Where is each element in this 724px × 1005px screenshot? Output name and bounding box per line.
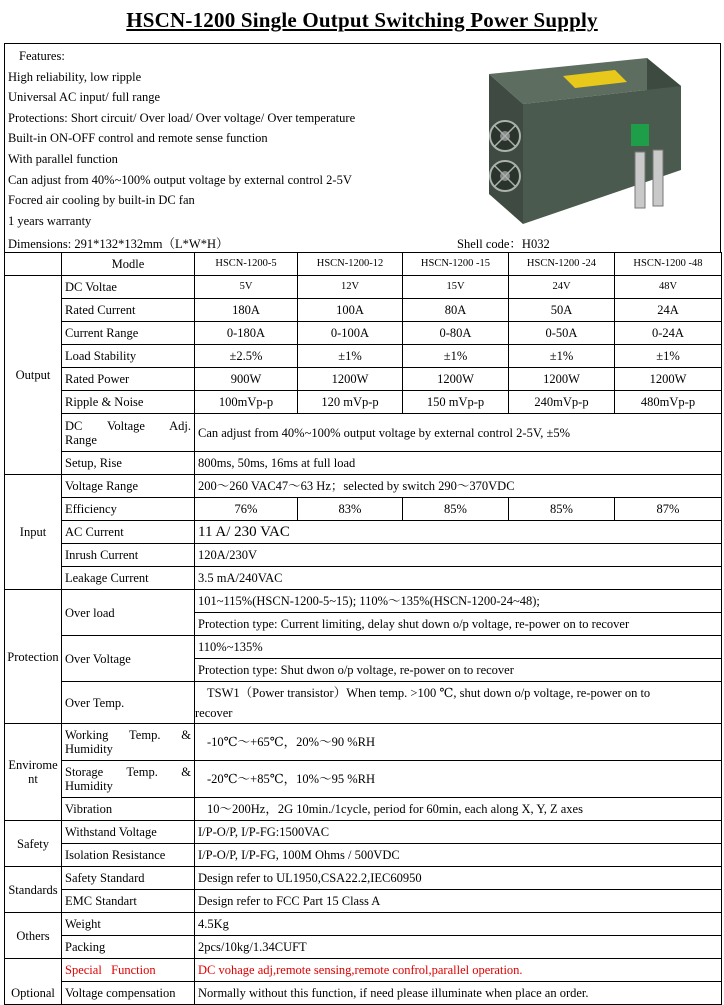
row-label — [62, 761, 195, 798]
row-label: Packing — [62, 936, 195, 959]
cell-value: 11 A/ 230 VAC — [195, 521, 722, 544]
row-label: Rated Current — [62, 299, 195, 322]
group-optional: Optional — [5, 982, 62, 1005]
cell-value: 0-100A — [298, 322, 403, 345]
row-label: Isolation Resistance — [62, 844, 195, 867]
cell-value: 240mVp-p — [509, 391, 615, 414]
table-row — [5, 724, 722, 761]
row-label: Withstand Voltage — [62, 821, 195, 844]
table-row — [5, 821, 722, 844]
table-row — [5, 913, 722, 936]
cell-value: 480mVp-p — [615, 391, 722, 414]
table-row — [5, 253, 722, 276]
table-row — [5, 982, 722, 1005]
model-name: HSCN-1200 -15 — [403, 253, 509, 276]
group-environment — [5, 724, 62, 821]
cell-value: 100A — [298, 299, 403, 322]
table-row — [5, 844, 722, 867]
cell-value: 100mVp-p — [195, 391, 298, 414]
table-row — [5, 590, 722, 613]
cell-value: 83% — [298, 498, 403, 521]
special-function-value: DC vohage adj,remote sensing,remote confrol,parallel operation. — [195, 959, 722, 982]
model-name: HSCN-1200-12 — [298, 253, 403, 276]
cell-value: 12V — [298, 276, 403, 299]
table-row — [5, 276, 722, 299]
feature-item: Focred air cooling by built-in DC fan — [8, 193, 195, 207]
cell-line: recover — [195, 705, 233, 720]
group-label-line: Envirome — [8, 758, 58, 772]
row-label: AC Current — [62, 521, 195, 544]
terminal-block — [631, 124, 649, 146]
special-function-label: Special Function — [62, 959, 195, 982]
table-row — [5, 544, 722, 567]
cell-value: 15V — [403, 276, 509, 299]
row-label: Over load — [62, 590, 195, 636]
model-name: HSCN-1200 -48 — [615, 253, 722, 276]
cell-value: 76% — [195, 498, 298, 521]
row-label — [62, 414, 195, 452]
row-label: Ripple & Noise — [62, 391, 195, 414]
cell-value: ±2.5% — [195, 345, 298, 368]
row-label: Voltage Range — [62, 475, 195, 498]
row-label: Current Range — [62, 322, 195, 345]
cell-value: 50A — [509, 299, 615, 322]
cell-value: 120 mVp-p — [298, 391, 403, 414]
row-label-line: Range — [65, 432, 97, 447]
table-row — [5, 936, 722, 959]
group-optional-top — [5, 959, 62, 982]
spec-table — [4, 252, 722, 1005]
row-label: Voltage compensation — [62, 982, 195, 1005]
row-label: DC Voltae — [62, 276, 195, 299]
row-label: Leakage Current — [62, 567, 195, 590]
row-label-line: DC Voltage Adj. — [65, 418, 191, 433]
output-terminal — [635, 152, 645, 208]
cell-value: 2pcs/10kg/1.34CUFT — [195, 936, 722, 959]
cell-value: I/P-O/P, I/P-FG, 100M Ohms / 500VDC — [195, 844, 722, 867]
cell-value: ±1% — [298, 345, 403, 368]
feature-item: With parallel function — [8, 152, 118, 166]
features-heading: Features: — [19, 49, 65, 63]
cell-value: 1200W — [509, 368, 615, 391]
table-row — [5, 498, 722, 521]
cell-value: 24V — [509, 276, 615, 299]
table-row — [5, 452, 722, 475]
table-row — [5, 414, 722, 452]
table-row — [5, 636, 722, 659]
table-row — [5, 299, 722, 322]
cell-value: 101~115%(HSCN-1200-5~15); 110%～135%(HSCN-1200-24~48); — [195, 590, 722, 613]
cell-value: 85% — [403, 498, 509, 521]
cell-value: Protection type: Shut dwon o/p voltage, re-power on to recover — [195, 659, 722, 682]
cell-value: 0-180A — [195, 322, 298, 345]
table-row — [5, 345, 722, 368]
features-box — [4, 43, 721, 252]
feature-item: 1 years warranty — [8, 214, 92, 228]
cell-value: 87% — [615, 498, 722, 521]
cell-value: 24A — [615, 299, 722, 322]
feature-item: Universal AC input/ full range — [8, 90, 161, 104]
cell-value: I/P-O/P, I/P-FG:1500VAC — [195, 821, 722, 844]
row-label: Over Temp. — [62, 682, 195, 724]
model-header-label: Modle — [62, 253, 195, 276]
table-row — [5, 521, 722, 544]
table-row — [5, 761, 722, 798]
shell-code: Shell code：H032 — [457, 237, 550, 251]
cell-value: 0-50A — [509, 322, 615, 345]
cell-value: 0-24A — [615, 322, 722, 345]
cell-value: Design refer to UL1950,CSA22.2,IEC60950 — [195, 867, 722, 890]
row-label: Over Voltage — [62, 636, 195, 682]
table-row — [5, 959, 722, 982]
row-label: Inrush Current — [62, 544, 195, 567]
cell-value: 1200W — [615, 368, 722, 391]
cell-value: 1200W — [403, 368, 509, 391]
output-terminal — [653, 150, 663, 206]
feature-item: Built-in ON-OFF control and remote sense function — [8, 131, 268, 145]
cell-value: 1200W — [298, 368, 403, 391]
row-label: Efficiency — [62, 498, 195, 521]
row-label-line: Storage Temp. & — [65, 765, 191, 779]
cell-value — [195, 682, 722, 724]
row-label: Weight — [62, 913, 195, 936]
group-others: Others — [5, 913, 62, 959]
cell-value: 0-80A — [403, 322, 509, 345]
table-row — [5, 682, 722, 724]
cell-value: 85% — [509, 498, 615, 521]
cell-value: Normally without this function, if need please illuminate when place an order. — [195, 982, 722, 1005]
cell-value: -20℃～+85℃，10%～95 %RH — [195, 761, 722, 798]
row-label: Setup, Rise — [62, 452, 195, 475]
group-label-line: nt — [28, 772, 38, 786]
cell-value: 5V — [195, 276, 298, 299]
table-row — [5, 368, 722, 391]
feature-item: High reliability, low ripple — [8, 70, 142, 84]
table-row — [5, 322, 722, 345]
cell-value: 180A — [195, 299, 298, 322]
row-label: Safety Standard — [62, 867, 195, 890]
table-row — [5, 475, 722, 498]
cell-value: Design refer to FCC Part 15 Class A — [195, 890, 722, 913]
row-label: EMC Standart — [62, 890, 195, 913]
row-label: Vibration — [62, 798, 195, 821]
page-title: HSCN-1200 Single Output Switching Power Supply — [126, 8, 598, 32]
row-label: Rated Power — [62, 368, 195, 391]
cell-value: 80A — [403, 299, 509, 322]
cell-value: 150 mVp-p — [403, 391, 509, 414]
table-row — [5, 391, 722, 414]
cell-value: ±1% — [509, 345, 615, 368]
group-output: Output — [5, 276, 62, 475]
cell-value: Can adjust from 40%~100% output voltage by external control 2-5V, ±5% — [195, 414, 722, 452]
cell-value: 200～260 VAC47～63 Hz；selected by switch 290～370VDC — [195, 475, 722, 498]
cell-value: 10～200Hz，2G 10min./1cycle, period for 60min, each along X, Y, Z axes — [195, 798, 722, 821]
model-name: HSCN-1200-5 — [195, 253, 298, 276]
row-label — [62, 724, 195, 761]
cell-value: ±1% — [403, 345, 509, 368]
cell-value: 800ms, 50ms, 16ms at full load — [195, 452, 722, 475]
cell-value: -10℃～+65℃，20%～90 %RH — [195, 724, 722, 761]
group-safety: Safety — [5, 821, 62, 867]
feature-item: Can adjust from 40%~100% output voltage by external control 2-5V — [8, 173, 352, 187]
table-row — [5, 798, 722, 821]
power-supply-photo — [467, 54, 687, 224]
cell-value: 110%~135% — [195, 636, 722, 659]
group-standards: Standards — [5, 867, 62, 913]
row-label: Load Stability — [62, 345, 195, 368]
model-name: HSCN-1200 -24 — [509, 253, 615, 276]
cell-value: ±1% — [615, 345, 722, 368]
table-row — [5, 867, 722, 890]
corner-cell — [5, 253, 62, 276]
cell-value: 120A/230V — [195, 544, 722, 567]
cell-value: Protection type: Current limiting, delay shut down o/p voltage, re-power on to recover — [195, 613, 722, 636]
cell-value: 48V — [615, 276, 722, 299]
row-label-line: Working Temp. & — [65, 728, 191, 742]
row-label-line: Humidity — [65, 742, 113, 756]
group-input: Input — [5, 475, 62, 590]
row-label-line: Humidity — [65, 779, 113, 793]
cell-line: TSW1（Power transistor）When temp. >100 ℃, shut down o/p voltage, re-power on to — [207, 685, 651, 700]
feature-item: Dimensions: 291*132*132mm（L*W*H） — [8, 237, 229, 251]
table-row — [5, 567, 722, 590]
cell-value: 900W — [195, 368, 298, 391]
table-row — [5, 890, 722, 913]
cell-value: 3.5 mA/240VAC — [195, 567, 722, 590]
group-protection: Protection — [5, 590, 62, 724]
feature-item: Protections: Short circuit/ Over load/ Over voltage/ Over temperature — [8, 111, 356, 125]
cell-value: 4.5Kg — [195, 913, 722, 936]
